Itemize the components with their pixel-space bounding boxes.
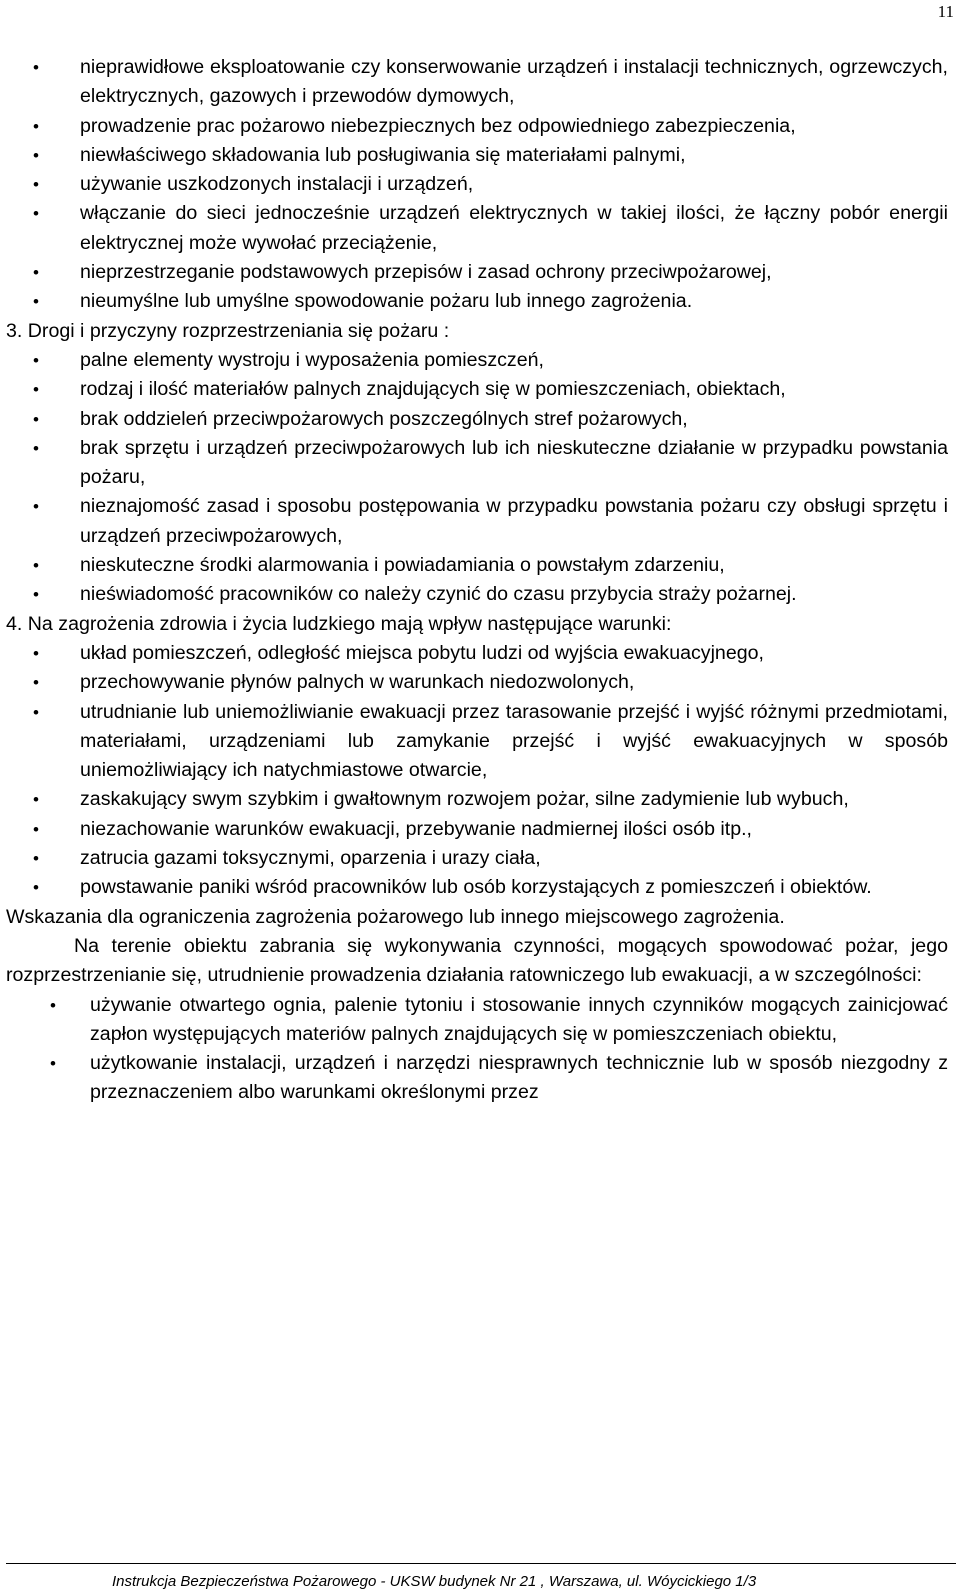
list-item: • układ pomieszczeń, odległość miejsca pobytu ludzi od wyjścia ewakuacyjnego,: [6, 639, 948, 668]
list-item: • nieprawidłowe eksploatowanie czy konserwowanie urządzeń i instalacji technicznych, ogrzewczych, elektrycznych, gazowych i przewodów dymowych,: [6, 53, 948, 112]
prohibited-actions-list: [6, 991, 948, 1108]
list-item: • nieskuteczne środki alarmowania i powiadamiania o powstałym zdarzeniu,: [6, 551, 948, 580]
list-item: • nieumyślne lub umyślne spowodowanie pożaru lub innego zagrożenia.: [6, 287, 948, 316]
page-content: [6, 53, 948, 1108]
list-item: • rodzaj i ilość materiałów palnych znajdujących się w pomieszczeniach, obiektach,: [6, 375, 948, 404]
list-item: • zaskakujący swym szybkim i gwałtownym rozwojem pożar, silne zadymienie lub wybuch,: [6, 785, 948, 814]
page-number: 11: [937, 2, 954, 21]
list-item: • niewłaściwego składowania lub posługiwania się materiałami palnymi,: [6, 141, 948, 170]
list-item: • palne elementy wystroju i wyposażenia pomieszczeń,: [6, 346, 948, 375]
list-item: • włączanie do sieci jednocześnie urządzeń elektrycznych w takiej ilości, że łączny pobór energii elektrycznej może wywołać przeciążenie,: [6, 199, 948, 258]
prohibition-paragraph: Na terenie obiektu zabrania się wykonywania czynności, mogących spowodować pożar, jego rozprzestrzenianie się, utrudnienie prowadzenia działania ratowniczego lub ewakuacji, a w szczególności:: [6, 934, 948, 987]
guidance-paragraph: Wskazania dla ograniczenia zagrożenia pożarowego lub innego miejscowego zagrożenia.: [6, 905, 785, 928]
list-item: • nieprzestrzeganie podstawowych przepisów i zasad ochrony przeciwpożarowej,: [6, 258, 948, 287]
list-item: • przechowywanie płynów palnych w warunkach niedozwolonych,: [6, 668, 948, 697]
list-item: • używanie uszkodzonych instalacji i urządzeń,: [6, 170, 948, 199]
list-item: • prowadzenie prac pożarowo niebezpiecznych bez odpowiedniego zabezpieczenia,: [6, 112, 948, 141]
page-footer: Instrukcja Bezpieczeństwa Pożarowego - UKSW budynek Nr 21 , Warszawa, ul. Wóycickiego 1/3: [112, 1573, 757, 1590]
list-item: • powstawanie paniki wśród pracowników lub osób korzystających z pomieszczeń i obiektów.: [6, 873, 948, 902]
list-item: • brak oddzieleń przeciwpożarowych poszczególnych stref pożarowych,: [6, 405, 948, 434]
list-item: • nieświadomość pracowników co należy czynić do czasu przybycia straży pożarnej.: [6, 580, 948, 609]
list-item: • używanie otwartego ognia, palenie tytoniu i stosowanie innych czynników mogących zainicjować zapłon występujących materiów palnych znajdujących się w pomieszczeniach obiektu,: [6, 991, 948, 1050]
section-4-heading: 4. Na zagrożenia zdrowia i życia ludzkiego mają wpływ następujące warunki:: [6, 612, 672, 635]
list-item: • utrudnianie lub uniemożliwianie ewakuacji przez tarasowanie przejść i wyjść różnymi przedmiotami, materiałami, urządzeniami lub zamykanie przejść i wyjść ewakuacyjnych w sposób uniemożliwiający ich natychmiastowe otwarcie,: [6, 698, 948, 786]
list-item: • brak sprzętu i urządzeń przeciwpożarowych lub ich nieskuteczne działanie w przypadku powstania pożaru,: [6, 434, 948, 493]
list-item: • użytkowanie instalacji, urządzeń i narzędzi niesprawnych technicznie lub w sposób niezgodny z przeznaczeniem albo warunkami określonymi przez: [6, 1049, 948, 1108]
fire-causes-list: [6, 53, 948, 317]
fire-spread-list: [6, 346, 948, 610]
list-item: • nieznajomość zasad i sposobu postępowania w przypadku powstania pożaru czy obsługi sprzętu i urządzeń przeciwpożarowych,: [6, 492, 948, 551]
list-item: • niezachowanie warunków ewakuacji, przebywanie nadmiernej ilości osób itp.,: [6, 815, 948, 844]
section-3-heading: 3. Drogi i przyczyny rozprzestrzeniania się pożaru :: [6, 319, 450, 342]
list-item: • zatrucia gazami toksycznymi, oparzenia i urazy ciała,: [6, 844, 948, 873]
health-hazards-list: [6, 639, 948, 903]
footer-divider: [6, 1563, 956, 1564]
